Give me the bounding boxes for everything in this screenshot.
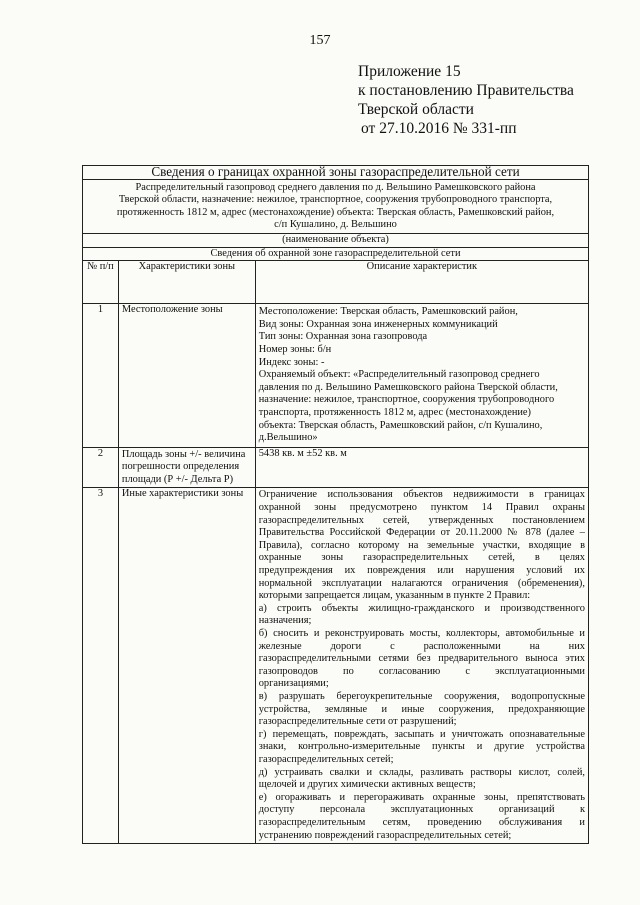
description-line: знаки, контрольно-измерительные пункты и другие устройства	[258, 741, 585, 753]
header-num: № п/п	[83, 261, 119, 304]
description-line: г) перемещать, повреждать, засыпать и уничтожать опознавательные	[258, 728, 585, 740]
description-line: Ограничение использования объектов недвижимости в границах	[258, 489, 585, 501]
zone-section-title: Сведения об охранной зоне газораспределительной сети	[83, 247, 589, 261]
description-line: транспорта, протяженность 1812 м, адрес (местонахождение)	[258, 406, 532, 418]
description-line: газораспределительным сетям, проведению обслуживания и	[258, 816, 585, 828]
row-characteristic: Иные характеристики зоны	[118, 488, 255, 844]
header-description: Описание характеристик	[255, 261, 588, 304]
description-line: которыми запрещается лицам, указанным в пункте 2 Правил:	[258, 590, 531, 602]
description-line: а) строить объекты жилищно-гражданского и производственного	[258, 602, 585, 614]
description-line: д.Вельшино»	[258, 432, 318, 444]
table-title: Сведения о границах охранной зоны газораспределительной сети	[83, 166, 589, 180]
row-characteristic: Местоположение зоны	[118, 304, 255, 448]
description-line: давления по д. Вельшино Рамешковского района Тверской области,	[258, 381, 558, 393]
table-row	[83, 447, 589, 488]
description-line: Тип зоны: Охранная зона газопровода	[258, 331, 428, 343]
row-description	[255, 304, 588, 448]
object-line: Тверской области, назначение: нежилое, транспортное, сооружения трубопроводного транспорта,	[118, 194, 553, 206]
row-num: 3	[83, 488, 119, 844]
description-line: Охраняемый объект: «Распределительный газопровод среднего	[258, 369, 540, 381]
row-num: 2	[83, 447, 119, 488]
appendix-line: от 27.10.2016 № 331-пп	[361, 120, 517, 137]
row-characteristic: Площадь зоны +/- величина погрешности определения площади (Р +/- Дельта Р)	[118, 447, 255, 488]
description-line: газораспределительных сетей, утвержденных постановлением	[258, 514, 585, 526]
description-line: Номер зоны: б/н	[258, 343, 332, 355]
description-line: охранной зоны предусмотрено пунктом 14 Правил охраны	[258, 502, 585, 514]
description-line: газораспределительными сетями без предварительного выноса этих	[258, 653, 585, 665]
description-line: назначения;	[258, 615, 312, 627]
row-description	[255, 488, 588, 844]
description-line: устройства, земляные и иные сооружения, предохраняющие	[258, 703, 585, 715]
description-line: Индекс зоны: -	[258, 356, 325, 368]
header-characteristics: Характеристики зоны	[118, 261, 255, 304]
appendix-header	[358, 62, 574, 138]
description-line: предупреждения их повреждения или нарушения условий их	[258, 565, 585, 577]
description-line: железные дороги с расположенными на них	[258, 640, 585, 652]
description-line: объекта: Тверская область, Рамешковский район, с/п Кушалино,	[258, 419, 543, 431]
description-line: е) огораживать и перегораживать охранные зоны, препятствовать	[258, 791, 585, 803]
description-line: устранению повреждений газораспределительных сетей;	[258, 829, 512, 841]
object-line: протяженность 1812 м, адрес (местонахождение) объекта: Тверская область, Рамешковский район,	[116, 206, 555, 218]
description-line: нормальной эксплуатации налагаются ограничения (обременения),	[258, 577, 585, 589]
table-row	[83, 304, 589, 448]
appendix-line: Тверской области	[358, 101, 474, 118]
description-line: газораспределительных сетей;	[258, 753, 394, 765]
description-line: газораспределительные сети от разрушений;	[258, 716, 457, 728]
description-line: Правила), согласно которому на земельные участки, входящие в	[258, 539, 585, 551]
description-line: щелочей и других химически активных веществ;	[258, 779, 476, 791]
description-line: газопроводов по согласованию с эксплуатационными	[258, 665, 585, 677]
description-line: Правительства Российской Федерации от 20.11.2000 № 878 (далее –	[258, 527, 585, 539]
description-line: Местоположение: Тверская область, Рамешковский район,	[258, 306, 518, 318]
appendix-line: к постановлению Правительства	[358, 82, 574, 99]
object-line: Распределительный газопровод среднего давления по д. Вельшино Рамешковского района	[135, 181, 536, 193]
zone-info-table	[82, 165, 589, 844]
row-num: 1	[83, 304, 119, 448]
description-line: Вид зоны: Охранная зона инженерных коммуникаций	[258, 318, 498, 330]
table-row	[83, 488, 589, 844]
row-value: 5438 кв. м ±52 кв. м	[255, 447, 588, 488]
object-description	[83, 179, 589, 233]
object-line: с/п Кушалино, д. Вельшино	[274, 219, 397, 231]
description-line: б) сносить и реконструировать мосты, коллекторы, автомобильные и	[258, 628, 585, 639]
appendix-line: Приложение 15	[358, 63, 461, 80]
description-line: в) разрушать берегоукрепительные сооружения, водопропускные	[258, 690, 585, 702]
description-line: назначение: нежилое, транспортное, сооружения трубопроводного	[258, 394, 555, 406]
object-caption: (наименование объекта)	[83, 233, 589, 247]
description-line: д) устраивать свалки и склады, разливать растворы кислот, солей,	[258, 766, 585, 778]
description-line: доступу персонала эксплуатационных организаций к	[258, 804, 585, 816]
description-line: организациями;	[258, 678, 329, 690]
description-line: охранные зоны газораспределительных сетей, в целях	[258, 552, 585, 564]
page-number: 157	[309, 33, 331, 48]
